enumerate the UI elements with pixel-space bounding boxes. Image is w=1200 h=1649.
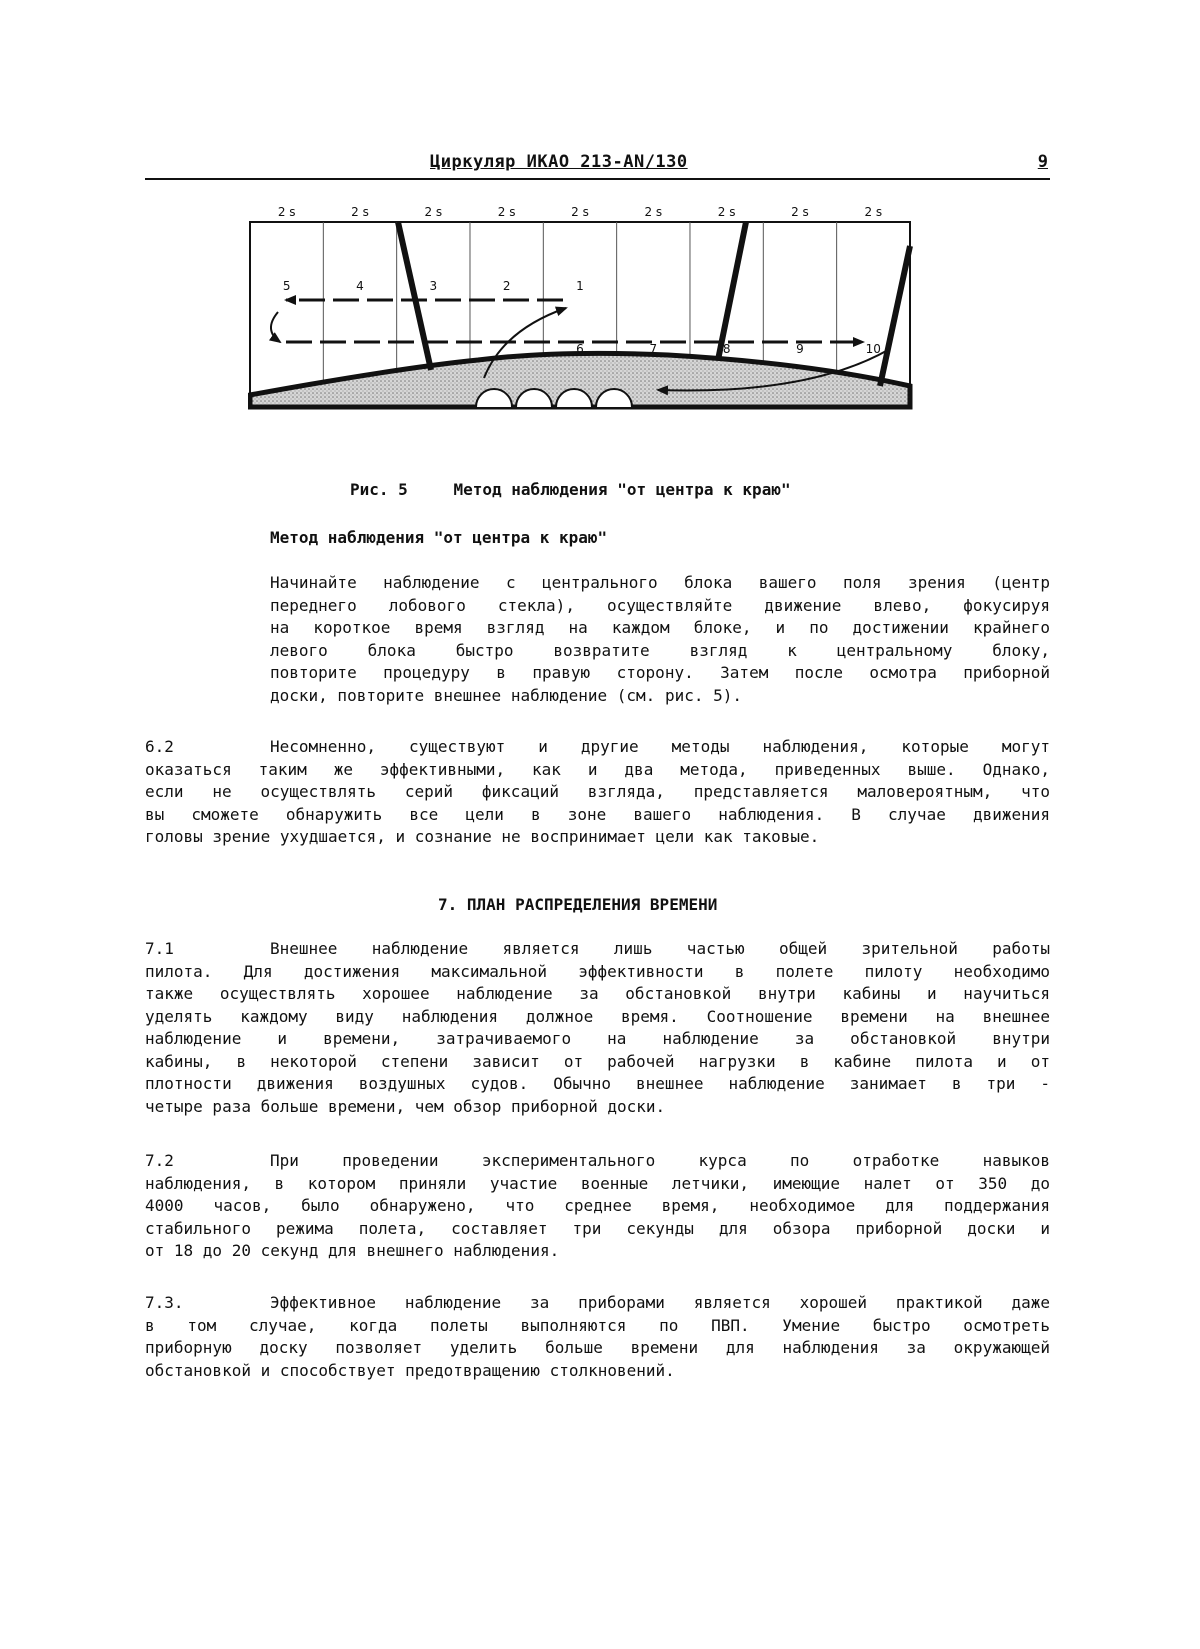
paragraph-line: в том случае, когда полеты выполняются по ПВП. Умение быстро осмотреть — [145, 1315, 1050, 1335]
block-number: 9 — [796, 342, 804, 356]
segment-time-label: 2 s — [277, 205, 296, 219]
paragraph-number: 7.2 — [145, 1151, 174, 1170]
paragraph-first-line — [145, 938, 1050, 961]
block-number: 4 — [356, 279, 364, 293]
paragraph-first-text: При проведении экспериментального курса по отработке навыков — [270, 1151, 1050, 1170]
block-number: 3 — [429, 279, 438, 293]
block-number: 7 — [649, 342, 658, 356]
paragraph-line: переднего лобового стекла), осуществляйте движение влево, фокусируя — [270, 595, 1050, 615]
segment-time-label: 2 s — [351, 205, 369, 219]
paragraph-line: на короткое время взгляд на каждом блоке, и по достижении крайнего — [270, 618, 1050, 637]
scanning-diagram-svg — [248, 200, 948, 425]
paragraph-7-3 — [145, 1292, 1050, 1382]
paragraph-line: также осуществлять хорошее наблюдение за обстановкой внутри кабины и научиться — [145, 984, 1050, 1003]
block-number: 6 — [576, 342, 584, 356]
segment-time-label: 2 s — [644, 205, 663, 219]
segment-time-label: 2 s — [791, 205, 809, 219]
block-number: 8 — [722, 342, 731, 356]
scanning-diagram — [248, 200, 948, 425]
page-number: 9 — [1037, 152, 1048, 172]
page-header — [145, 152, 1050, 180]
block-number: 1 — [576, 279, 584, 293]
segment-time-label: 2 s — [497, 205, 516, 219]
figure-caption-text: Метод наблюдения "от центра к краю" — [453, 480, 791, 499]
figure-number: Рис. 5 — [350, 480, 408, 499]
paragraph-line: уделять каждому виду наблюдения должное время. Соотношение времени на внешнее — [145, 1006, 1050, 1026]
segment-time-label: 2 s — [717, 205, 736, 219]
paragraph-line: левого блока быстро возвратите взгляд к центральному блоку, — [270, 640, 1050, 660]
figure-caption — [350, 480, 791, 499]
paragraph-line: четыре раза больше времени, чем обзор приборной доски. — [145, 1096, 666, 1116]
paragraph-7-1 — [145, 938, 1050, 1118]
paragraph-line: головы зрение ухудшается, и сознание не воспринимает цели как таковые. — [145, 827, 820, 846]
paragraph-line: стабильного режима полета, составляет три секунды для обзора приборной доски и — [145, 1218, 1050, 1238]
paragraph-number: 6.2 — [145, 737, 174, 756]
method-subtitle: Метод наблюдения "от центра к краю" — [270, 528, 608, 547]
paragraph-first-line — [145, 736, 1050, 759]
block-number: 10 — [865, 342, 881, 356]
paragraph-line: от 18 до 20 секунд для внешнего наблюдения. — [145, 1241, 560, 1260]
segment-time-label: 2 s — [864, 205, 883, 219]
segment-time-label: 2 s — [424, 205, 443, 219]
paragraph-number: 7.1 — [145, 939, 174, 958]
block-number: 2 — [502, 279, 511, 293]
paragraph-line: кабины, в некоторой степени зависит от рабочей нагрузки в кабине пилота и от — [145, 1051, 1050, 1071]
paragraph-first-text: Несомненно, существуют и другие методы наблюдения, которые могут — [270, 737, 1050, 756]
paragraph-line: вы сможете обнаружить все цели в зоне вашего наблюдения. В случае движения — [145, 804, 1050, 824]
intro-paragraph — [270, 572, 1050, 707]
segment-time-label: 2 s — [571, 205, 589, 219]
paragraph-line: наблюдения, в котором приняли участие военные летчики, имеющие налет от 350 до — [145, 1173, 1050, 1193]
paragraph-first-text: Внешнее наблюдение является лишь частью общей зрительной работы — [270, 939, 1050, 958]
paragraph-line: если не осуществлять серий фиксаций взгляда, представляется маловероятным, что — [145, 782, 1050, 801]
paragraph-number: 7.3. — [145, 1293, 184, 1312]
block-number: 5 — [282, 279, 291, 293]
paragraph-line: оказаться таким же эффективными, как и два метода, приведенных выше. Однако, — [145, 759, 1050, 779]
paragraph-line: пилота. Для достижения максимальной эффективности в полете пилоту необходимо — [145, 961, 1050, 981]
paragraph-line: наблюдение и времени, затрачиваемого на наблюдение за обстановкой внутри — [145, 1029, 1050, 1048]
paragraph-line: обстановкой и способствует предотвращению столкновений. — [145, 1360, 675, 1380]
paragraph-6-2 — [145, 736, 1050, 849]
paragraph-line: 4000 часов, было обнаружено, что среднее время, необходимое для поддержания — [145, 1196, 1050, 1215]
paragraph-line: повторите процедуру в правую сторону. Затем после осмотра приборной — [270, 663, 1050, 682]
document-title: Циркуляр ИКАО 213-AN/130 — [430, 152, 688, 172]
paragraph-line: Начинайте наблюдение с центрального блока вашего поля зрения (центр — [270, 573, 1050, 592]
paragraph-line: доски, повторите внешнее наблюдение (см. рис. 5). — [270, 685, 743, 705]
paragraph-first-line — [145, 1292, 1050, 1315]
paragraph-line: плотности движения воздушных судов. Обычно внешнее наблюдение занимает в три - — [145, 1074, 1050, 1093]
segment-labels — [278, 205, 882, 219]
paragraph-7-2 — [145, 1150, 1050, 1263]
paragraph-line: приборную доску позволяет уделить больше времени для наблюдения за окружающей — [145, 1338, 1050, 1357]
section-heading: 7. ПЛАН РАСПРЕДЕЛЕНИЯ ВРЕМЕНИ — [438, 895, 718, 914]
paragraph-first-line — [145, 1150, 1050, 1173]
paragraph-first-text: Эффективное наблюдение за приборами является хорошей практикой даже — [270, 1293, 1050, 1312]
